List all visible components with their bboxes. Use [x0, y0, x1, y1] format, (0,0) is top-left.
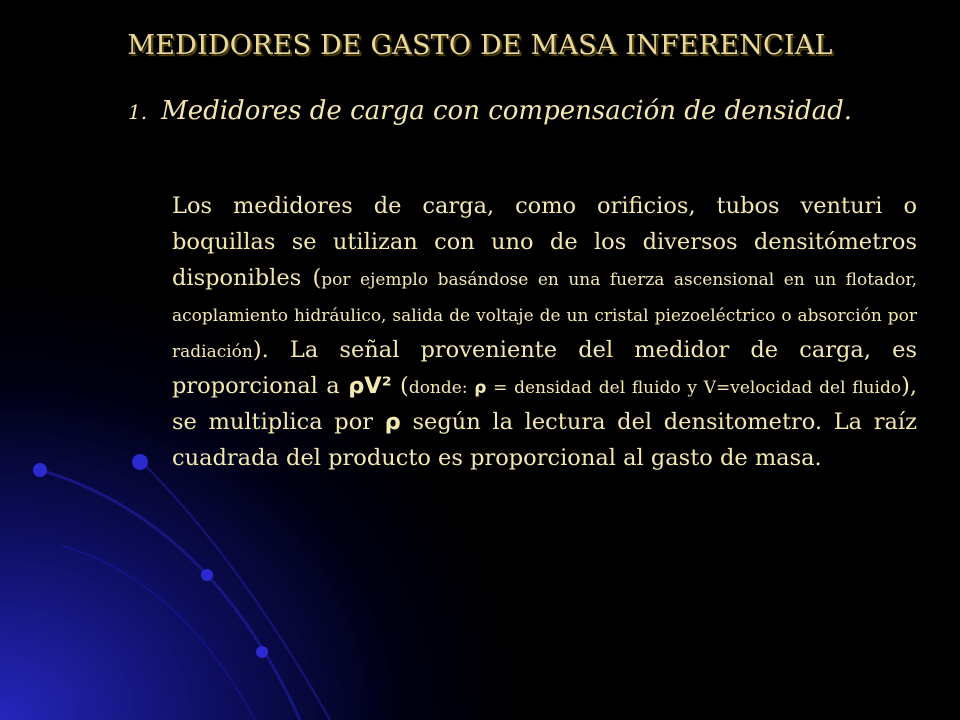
paragraph-part-8: según la lectura del densitometro. La raíz cuadrada del producto es proporcional al gasto de masa. — [172, 409, 917, 471]
paragraph-definition: = densidad del fluido y V=velocidad del fluido — [486, 378, 902, 398]
paragraph-part-4: ( — [391, 373, 409, 399]
subtitle-number: 1. — [128, 100, 148, 124]
slide-title: MEDIDORES DE GASTO DE MASA INFERENCIAL — [127, 30, 833, 61]
paragraph-part-7: ), se multiplica por — [172, 373, 918, 435]
orbit-dot-1 — [33, 463, 47, 477]
rho-symbol-2: ρ — [384, 409, 401, 435]
rho-symbol-1: ρ — [474, 378, 487, 398]
formula-rho-v-squared: ρV² — [348, 373, 392, 399]
orbit-dot-4 — [256, 646, 268, 658]
orbit-dot-2 — [132, 454, 148, 470]
subtitle-text: Medidores de carga con compensación de densidad. — [161, 96, 853, 126]
body-paragraph — [172, 188, 917, 476]
paragraph-part-3: ). La señal proveniente del medidor de carga, es proporcional a — [172, 337, 917, 399]
slide-subtitle — [128, 96, 928, 126]
paragraph-definition-label: donde: — [408, 378, 475, 398]
paragraph-part-1: Los medidores de carga, como orificios, tubos venturi o boquillas se utilizan con uno de los diversos densitómetros disponibles ( — [172, 193, 917, 291]
orbit-dot-3 — [201, 569, 213, 581]
paragraph-aside: por ejemplo basándose en una fuerza ascensional en un flotador, acoplamiento hidráulico, salida de voltaje de un cristal piezoeléctrico o absorción por radiación — [172, 270, 917, 362]
